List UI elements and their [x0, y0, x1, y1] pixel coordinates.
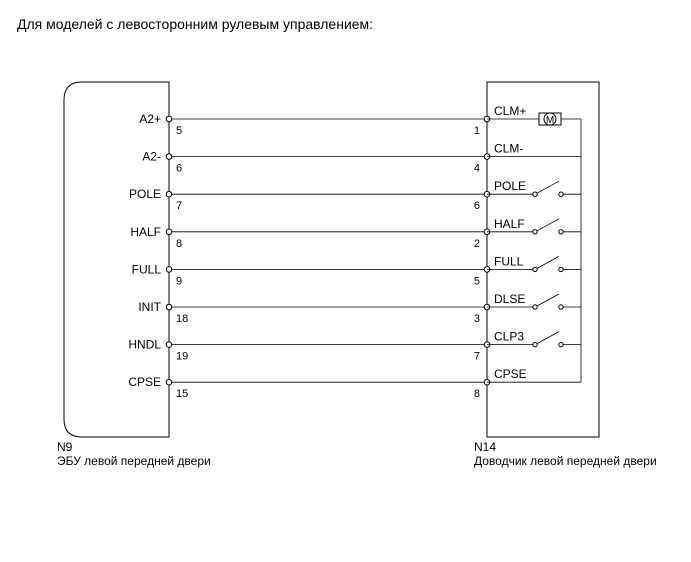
closer-signal-label: POLE: [494, 179, 527, 194]
ecu-pin-number: 19: [176, 350, 189, 363]
ecu-terminal: [166, 191, 172, 197]
switch-contact-icon: [559, 230, 563, 234]
closer-signal-label: DLSE: [494, 292, 526, 306]
wire-row-hndl: [128, 330, 581, 363]
closer-signal-label: FULL: [494, 254, 524, 269]
ecu-signal-label: HNDL: [128, 337, 161, 352]
ecu-signal-label: A2-: [142, 149, 161, 164]
wire-row-pole: [129, 179, 581, 212]
switch-contact-icon: [559, 192, 563, 196]
wire-row-cpse: [128, 367, 581, 400]
closer-pin-number: 3: [473, 313, 480, 325]
wire-row-full: [132, 254, 581, 287]
switch-blade-icon: [537, 219, 559, 231]
wires-layer: [128, 104, 581, 400]
motor-symbol-label: M: [545, 115, 555, 126]
ecu-terminal: [166, 379, 172, 385]
closer-pin-number: 2: [473, 237, 480, 250]
wire-row-a2-: [142, 142, 581, 175]
switch-contact-icon: [533, 342, 537, 346]
ecu-code: N9: [57, 440, 73, 454]
ecu-signal-label: CPSE: [128, 375, 161, 390]
switch-blade-icon: [537, 256, 559, 268]
ecu-terminal: [166, 229, 172, 235]
switch-blade-icon: [537, 332, 559, 344]
switch-contact-icon: [533, 230, 537, 234]
switch-contact-icon: [559, 267, 563, 271]
ecu-signal-label: A2+: [139, 112, 161, 126]
closer-pin-number: 4: [473, 162, 480, 175]
ecu-pin-number: 6: [176, 162, 183, 175]
ecu-terminal: [166, 116, 172, 122]
closer-pin-number: 7: [473, 350, 480, 363]
ecu-pin-number: 8: [176, 237, 183, 250]
closer-pin-number: 8: [473, 388, 480, 401]
closer-signal-label: HALF: [494, 216, 525, 231]
closer-name: Доводчик левой передней двери: [474, 454, 657, 468]
closer-signal-label: CLM-: [494, 141, 524, 156]
closer-pin-number: 5: [473, 275, 480, 288]
closer-pin-number: 1: [473, 125, 480, 137]
ecu-signal-label: FULL: [131, 262, 161, 277]
ecu-pin-number: 18: [176, 313, 189, 325]
closer-code: N14: [474, 440, 497, 454]
switch-contact-icon: [533, 267, 537, 271]
ecu-pin-number: 7: [176, 200, 183, 213]
ecu-terminal: [166, 342, 172, 348]
switch-contact-icon: [533, 305, 537, 309]
switch-contact-icon: [559, 342, 563, 346]
diagram-title: Для моделей с левосторонним рулевым управлением:: [17, 16, 374, 32]
ecu-signal-label: POLE: [128, 187, 161, 202]
switch-contact-icon: [559, 305, 563, 309]
ecu-pin-number: 15: [176, 388, 189, 401]
ecu-name: ЭБУ левой передней двери: [57, 454, 211, 468]
closer-pin-number: 6: [473, 200, 480, 213]
ecu-pin-number: 9: [176, 275, 183, 288]
wire-row-init: [138, 292, 581, 325]
wire-row-a2-: [139, 104, 581, 137]
closer-signal-label: CLP3: [494, 329, 525, 344]
ecu-signal-label: HALF: [130, 224, 161, 239]
ecu-signal-label: INIT: [138, 300, 161, 314]
ecu-terminal: [166, 304, 172, 310]
switch-blade-icon: [537, 181, 559, 193]
closer-signal-label: CLM+: [494, 104, 527, 118]
ecu-pin-number: 5: [176, 125, 183, 137]
closer-signal-label: CPSE: [494, 367, 527, 382]
ecu-terminal: [166, 267, 172, 273]
switch-contact-icon: [533, 192, 537, 196]
ecu-terminal: [166, 154, 172, 160]
switch-blade-icon: [537, 294, 559, 306]
wire-row-half: [130, 217, 581, 250]
